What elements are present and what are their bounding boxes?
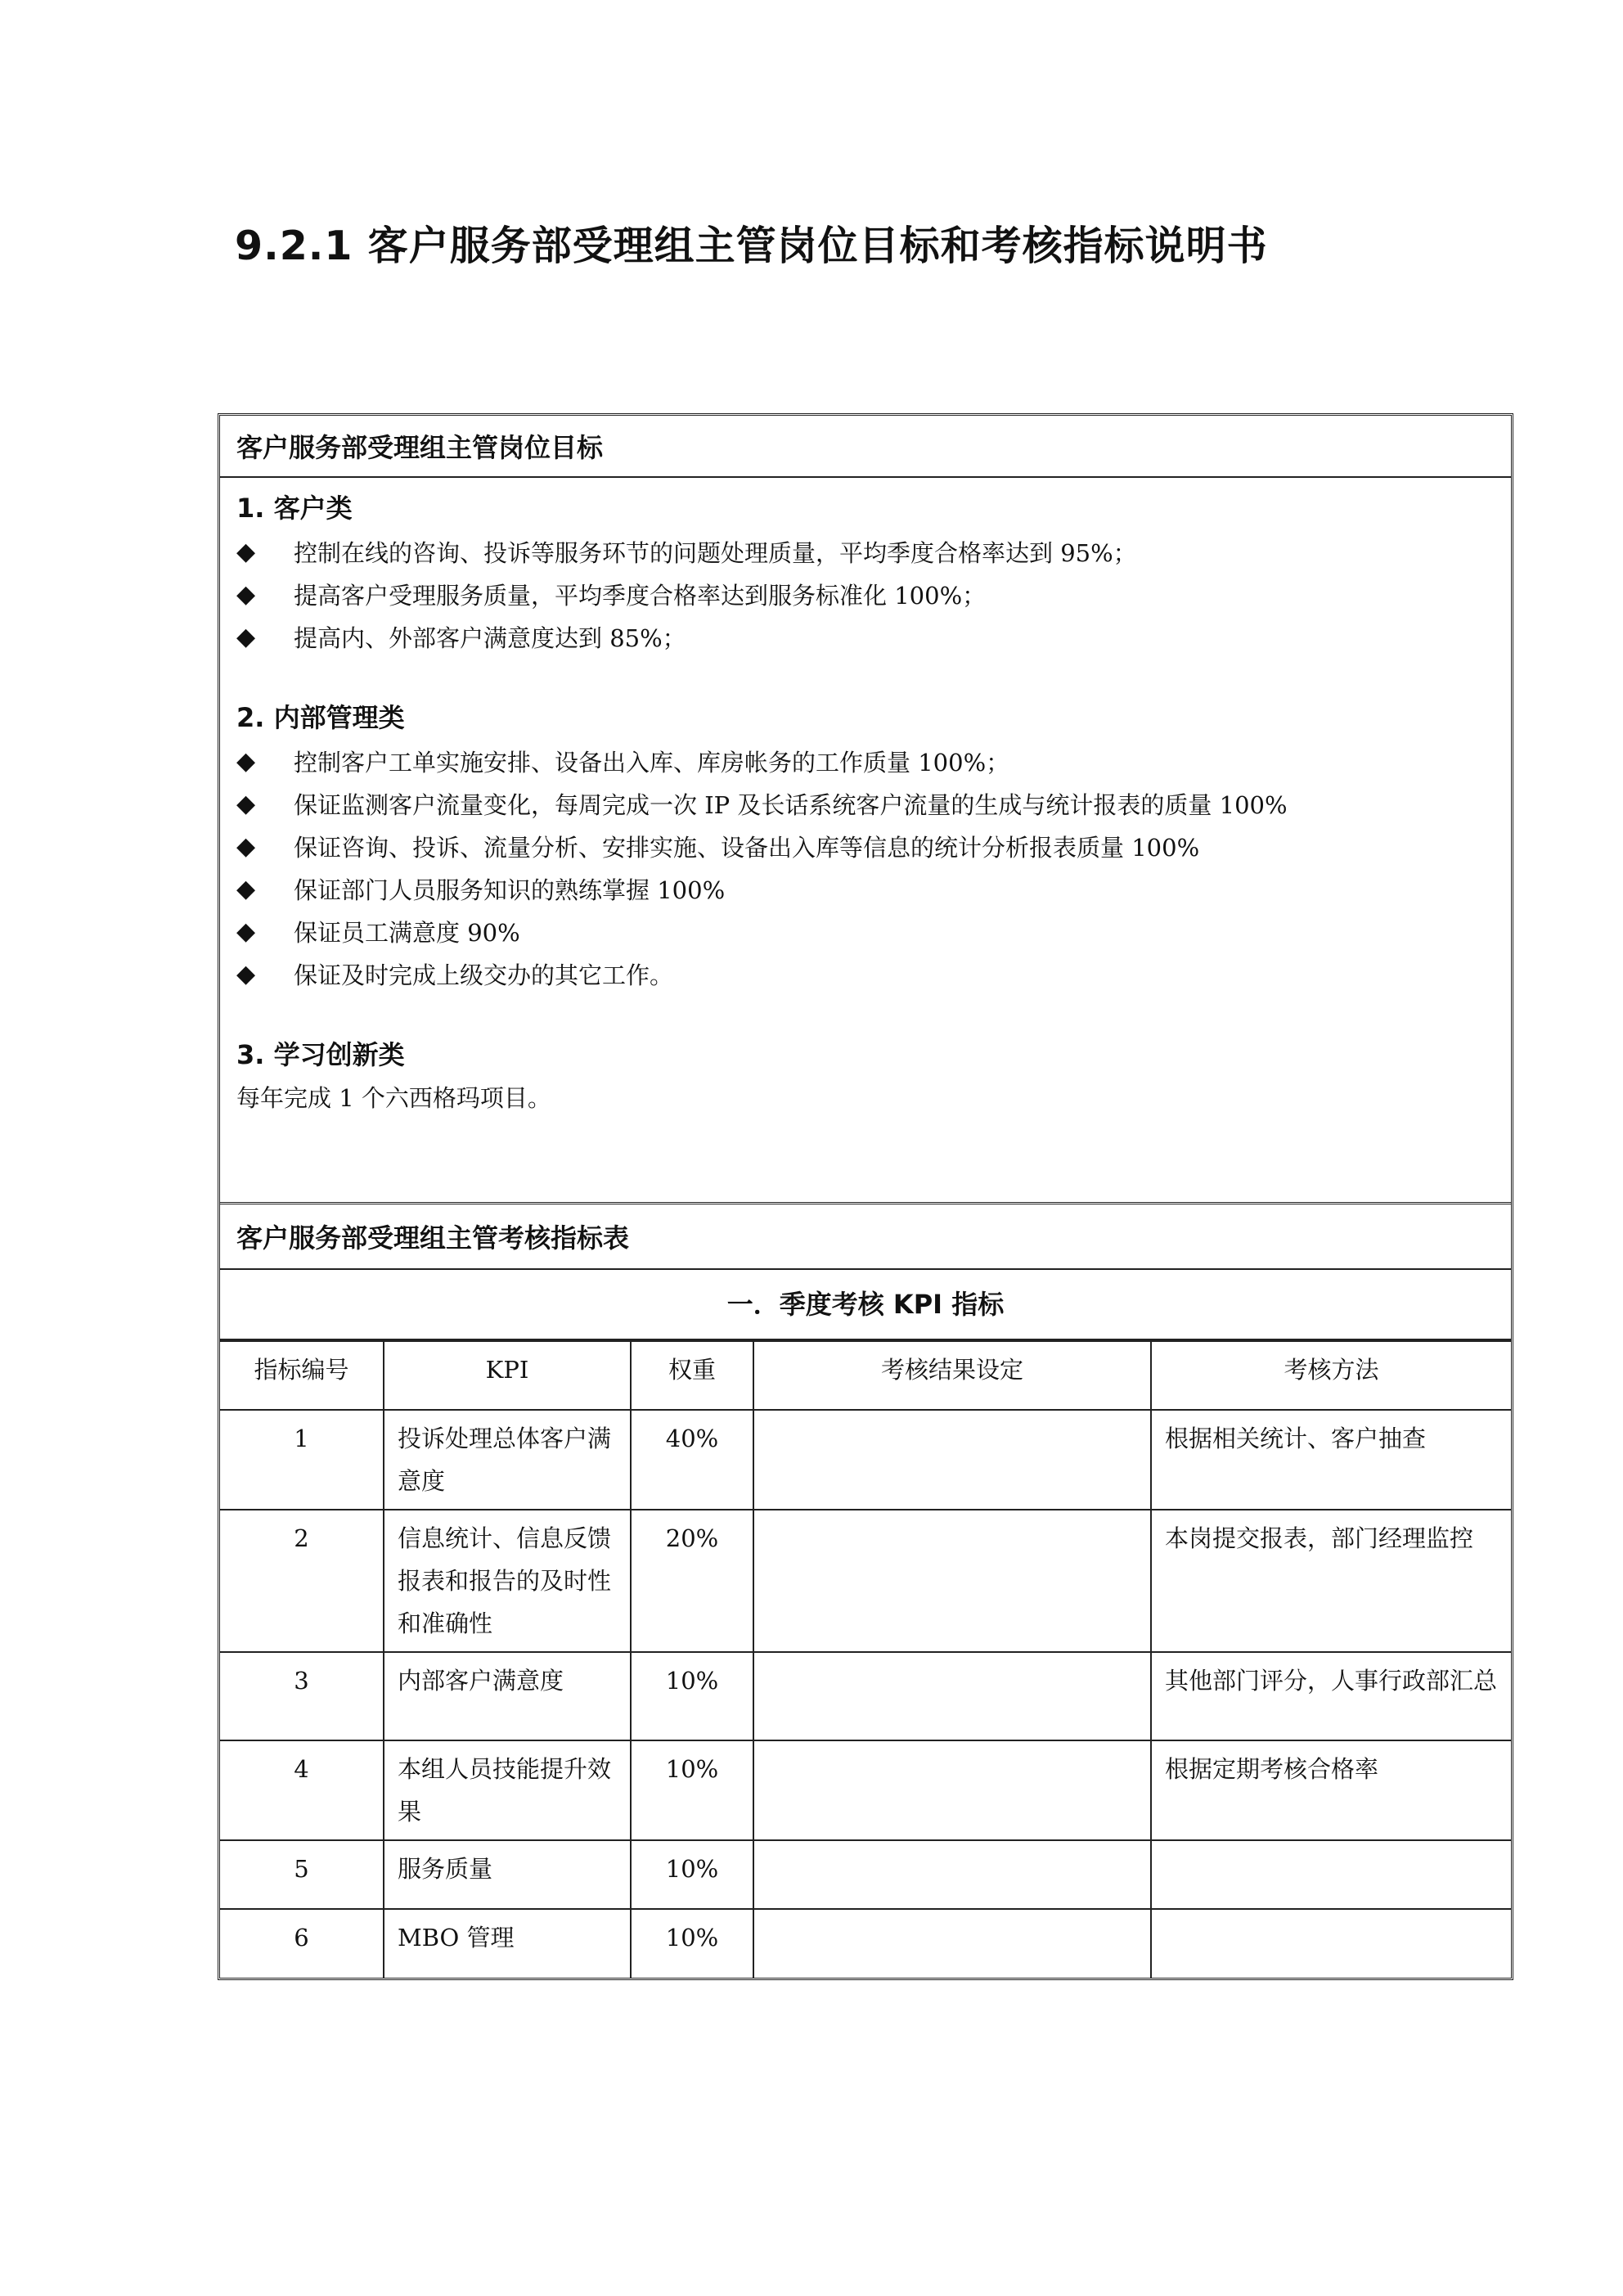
table-row xyxy=(220,1740,1511,1840)
cell-weight: 40% xyxy=(631,1410,753,1510)
table-row xyxy=(220,1652,1511,1740)
goal-item: ◆ 保证部门人员服务知识的熟练掌握 100% xyxy=(236,874,726,904)
goal-item: ◆ 提高内、外部客户满意度达到 85%； xyxy=(236,622,686,652)
cell-result xyxy=(753,1410,1151,1510)
goal-item: ◆ 提高客户受理服务质量，平均季度合格率达到服务标准化 100%； xyxy=(236,579,987,610)
goal-group-title: 3. 学习创新类 xyxy=(236,1039,405,1070)
cell-kpi: 投诉处理总体客户满意度 xyxy=(384,1410,631,1510)
goal-group-learning xyxy=(236,1036,1495,1119)
goal-item: ◆ 保证咨询、投诉、流量分析、安排实施、设备出入库等信息的统计分析报表质量 100% xyxy=(236,831,1200,862)
cell-result xyxy=(753,1652,1151,1740)
diamond-bullet-icon: ◆ xyxy=(236,831,256,861)
diamond-bullet-icon: ◆ xyxy=(236,537,256,566)
col-header-kpi: KPI xyxy=(384,1341,631,1410)
col-header-weight: 权重 xyxy=(631,1341,753,1410)
cell-kpi: MBO 管理 xyxy=(384,1909,631,1978)
table-row xyxy=(220,1909,1511,1978)
cell-id: 2 xyxy=(220,1510,384,1652)
cell-kpi: 信息统计、信息反馈报表和报告的及时性和准确性 xyxy=(384,1510,631,1652)
goal-item: ◆ 保证及时完成上级交办的其它工作。 xyxy=(236,959,674,989)
cell-method: 根据相关统计、客户抽查 xyxy=(1151,1410,1511,1510)
diamond-bullet-icon: ◆ xyxy=(236,874,256,903)
col-header-result: 考核结果设定 xyxy=(753,1341,1151,1410)
cell-method: 其他部门评分，人事行政部汇总 xyxy=(1151,1652,1511,1740)
page-title: 9.2.1 客户服务部受理组主管岗位目标和考核指标说明书 xyxy=(235,223,1268,269)
col-header-method: 考核方法 xyxy=(1151,1341,1511,1410)
cell-weight: 10% xyxy=(631,1740,753,1840)
cell-method: 根据定期考核合格率 xyxy=(1151,1740,1511,1840)
cell-result xyxy=(753,1909,1151,1978)
cell-kpi: 服务质量 xyxy=(384,1840,631,1909)
cell-id: 5 xyxy=(220,1840,384,1909)
cell-weight: 10% xyxy=(631,1652,753,1740)
cell-kpi: 内部客户满意度 xyxy=(384,1652,631,1740)
kpi-heading: 客户服务部受理组主管考核指标表 xyxy=(220,1204,1511,1270)
goal-text: 每年完成 1 个六西格玛项目。 xyxy=(236,1084,551,1112)
goal-item: ◆ 保证监测客户流量变化，每周完成一次 IP 及长话系统客户流量的生成与统计报表的质量 100% xyxy=(236,789,1288,819)
table-row xyxy=(220,1840,1511,1909)
cell-weight: 10% xyxy=(631,1840,753,1909)
table-row xyxy=(220,1510,1511,1652)
goals-body xyxy=(220,478,1511,1204)
kpi-subheading: 一．季度考核 KPI 指标 xyxy=(220,1270,1511,1340)
diamond-bullet-icon: ◆ xyxy=(236,959,256,988)
cell-id: 6 xyxy=(220,1909,384,1978)
cell-id: 3 xyxy=(220,1652,384,1740)
goal-item: ◆ 控制在线的咨询、投诉等服务环节的问题处理质量，平均季度合格率达到 95%； xyxy=(236,537,1137,567)
goal-group-internal xyxy=(236,699,1495,995)
cell-weight: 20% xyxy=(631,1510,753,1652)
cell-weight: 10% xyxy=(631,1909,753,1978)
diamond-bullet-icon: ◆ xyxy=(236,746,256,776)
diamond-bullet-icon: ◆ xyxy=(236,916,256,946)
kpi-header-row xyxy=(220,1341,1511,1410)
goal-group-customer xyxy=(236,489,1495,658)
diamond-bullet-icon: ◆ xyxy=(236,622,256,651)
cell-method xyxy=(1151,1840,1511,1909)
cell-kpi: 本组人员技能提升效果 xyxy=(384,1740,631,1840)
cell-id: 4 xyxy=(220,1740,384,1840)
cell-result xyxy=(753,1740,1151,1840)
goal-group-title: 2. 内部管理类 xyxy=(236,702,405,733)
diamond-bullet-icon: ◆ xyxy=(236,579,256,609)
cell-id: 1 xyxy=(220,1410,384,1510)
col-header-id: 指标编号 xyxy=(220,1341,384,1410)
goal-item: ◆ 保证员工满意度 90% xyxy=(236,916,520,947)
table-row xyxy=(220,1410,1511,1510)
goals-heading: 客户服务部受理组主管岗位目标 xyxy=(220,416,1511,478)
kpi-table xyxy=(220,1340,1511,1978)
goals-and-kpi-table xyxy=(218,413,1513,1980)
cell-result xyxy=(753,1840,1151,1909)
goal-item: ◆ 控制客户工单实施安排、设备出入库、库房帐务的工作质量 100%； xyxy=(236,746,1010,777)
diamond-bullet-icon: ◆ xyxy=(236,789,256,818)
cell-result xyxy=(753,1510,1151,1652)
cell-method: 本岗提交报表，部门经理监控 xyxy=(1151,1510,1511,1652)
goal-group-title: 1. 客户类 xyxy=(236,493,353,524)
cell-method xyxy=(1151,1909,1511,1978)
